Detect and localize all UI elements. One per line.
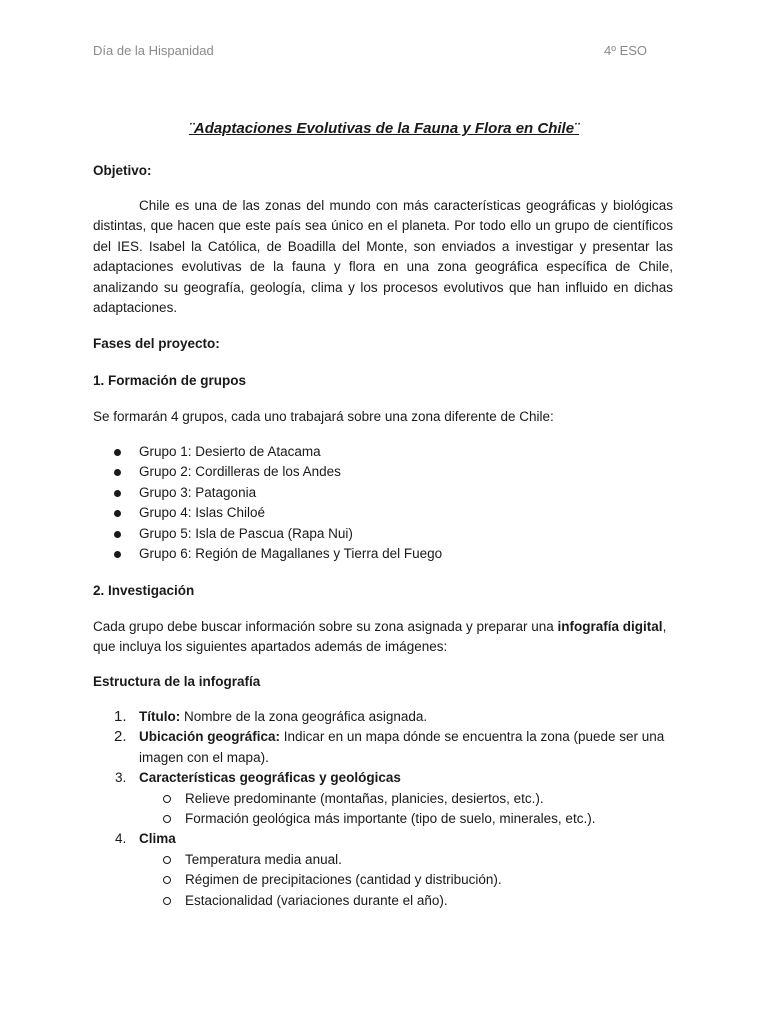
grupos-list xyxy=(93,442,442,564)
investigacion-heading: 2. Investigación xyxy=(93,583,195,598)
estructura-list xyxy=(93,707,673,911)
list-item: Grupo 3: Patagonia xyxy=(93,483,442,503)
sub-list-item: Estacionalidad (variaciones durante el año). xyxy=(93,891,673,911)
objetivo-label: Objetivo: xyxy=(93,163,152,178)
sub-list-item: Régimen de precipitaciones (cantidad y distribución). xyxy=(93,870,673,890)
circle-bullet-icon xyxy=(163,876,171,884)
objetivo-paragraph: Chile es una de las zonas del mundo con más características geográficas y biológicas distintas, que hacen que este país sea único en el planeta. Por todo ello un grupo de científicos del IES. Isabel la Católica, de Boadilla del Monte, son enviados a investigar y presentar las adaptaciones evolutivas de la fauna y flora en una zona geográfica específica de Chile, analizando su geografía, geología, clima y los procesos evolutivos que han influido en dichas adaptaciones. xyxy=(93,198,673,316)
investigacion-paragraph: Cada grupo debe buscar información sobre su zona asignada y preparar una infografía digital, que incluya los siguientes apartados además de imágenes: xyxy=(93,619,667,655)
list-item: Grupo 4: Islas Chiloé xyxy=(93,503,442,523)
fases-label: Fases del proyecto: xyxy=(93,336,220,351)
circle-bullet-icon xyxy=(163,897,171,905)
circle-bullet-icon xyxy=(163,815,171,823)
sub-list-item: Relieve predominante (montañas, planicies, desiertos, etc.). xyxy=(93,789,673,809)
formacion-grupos-heading: 1. Formación de grupos xyxy=(93,373,247,388)
document-title: ¨Adaptaciones Evolutivas de la Fauna y Flora en Chile¨ xyxy=(188,120,580,137)
list-item: Grupo 1: Desierto de Atacama xyxy=(93,442,442,462)
grupos-intro: Se formarán 4 grupos, cada uno trabajará sobre una zona diferente de Chile: xyxy=(93,409,554,424)
list-item: 2. Ubicación geográfica: Indicar en un mapa dónde se encuentra la zona (puede ser una imagen con el mapa). xyxy=(114,728,665,765)
header-grade: 4º ESO xyxy=(604,43,648,58)
estructura-heading: Estructura de la infografía xyxy=(93,674,261,689)
list-item: Grupo 2: Cordilleras de los Andes xyxy=(93,462,442,482)
bullet-icon xyxy=(114,490,121,497)
list-item: 4. Clima xyxy=(115,831,176,847)
list-item: 3. Características geográficas y geológicas xyxy=(115,770,401,786)
bullet-icon xyxy=(114,531,121,538)
circle-bullet-icon xyxy=(163,856,171,864)
list-item: Grupo 6: Región de Magallanes y Tierra del Fuego xyxy=(93,544,442,564)
circle-bullet-icon xyxy=(163,795,171,803)
sub-list-item: Formación geológica más importante (tipo de suelo, minerales, etc.). xyxy=(93,809,673,829)
bullet-icon xyxy=(114,469,121,476)
bullet-icon xyxy=(114,510,121,517)
list-item: Grupo 5: Isla de Pascua (Rapa Nui) xyxy=(93,524,442,544)
bullet-icon xyxy=(114,449,121,456)
bullet-icon xyxy=(114,551,121,558)
header-subject: Día de la Hispanidad xyxy=(93,43,214,58)
sub-list-item: Temperatura media anual. xyxy=(93,850,673,870)
list-item: 1. Título: Nombre de la zona geográfica asignada. xyxy=(114,708,428,725)
